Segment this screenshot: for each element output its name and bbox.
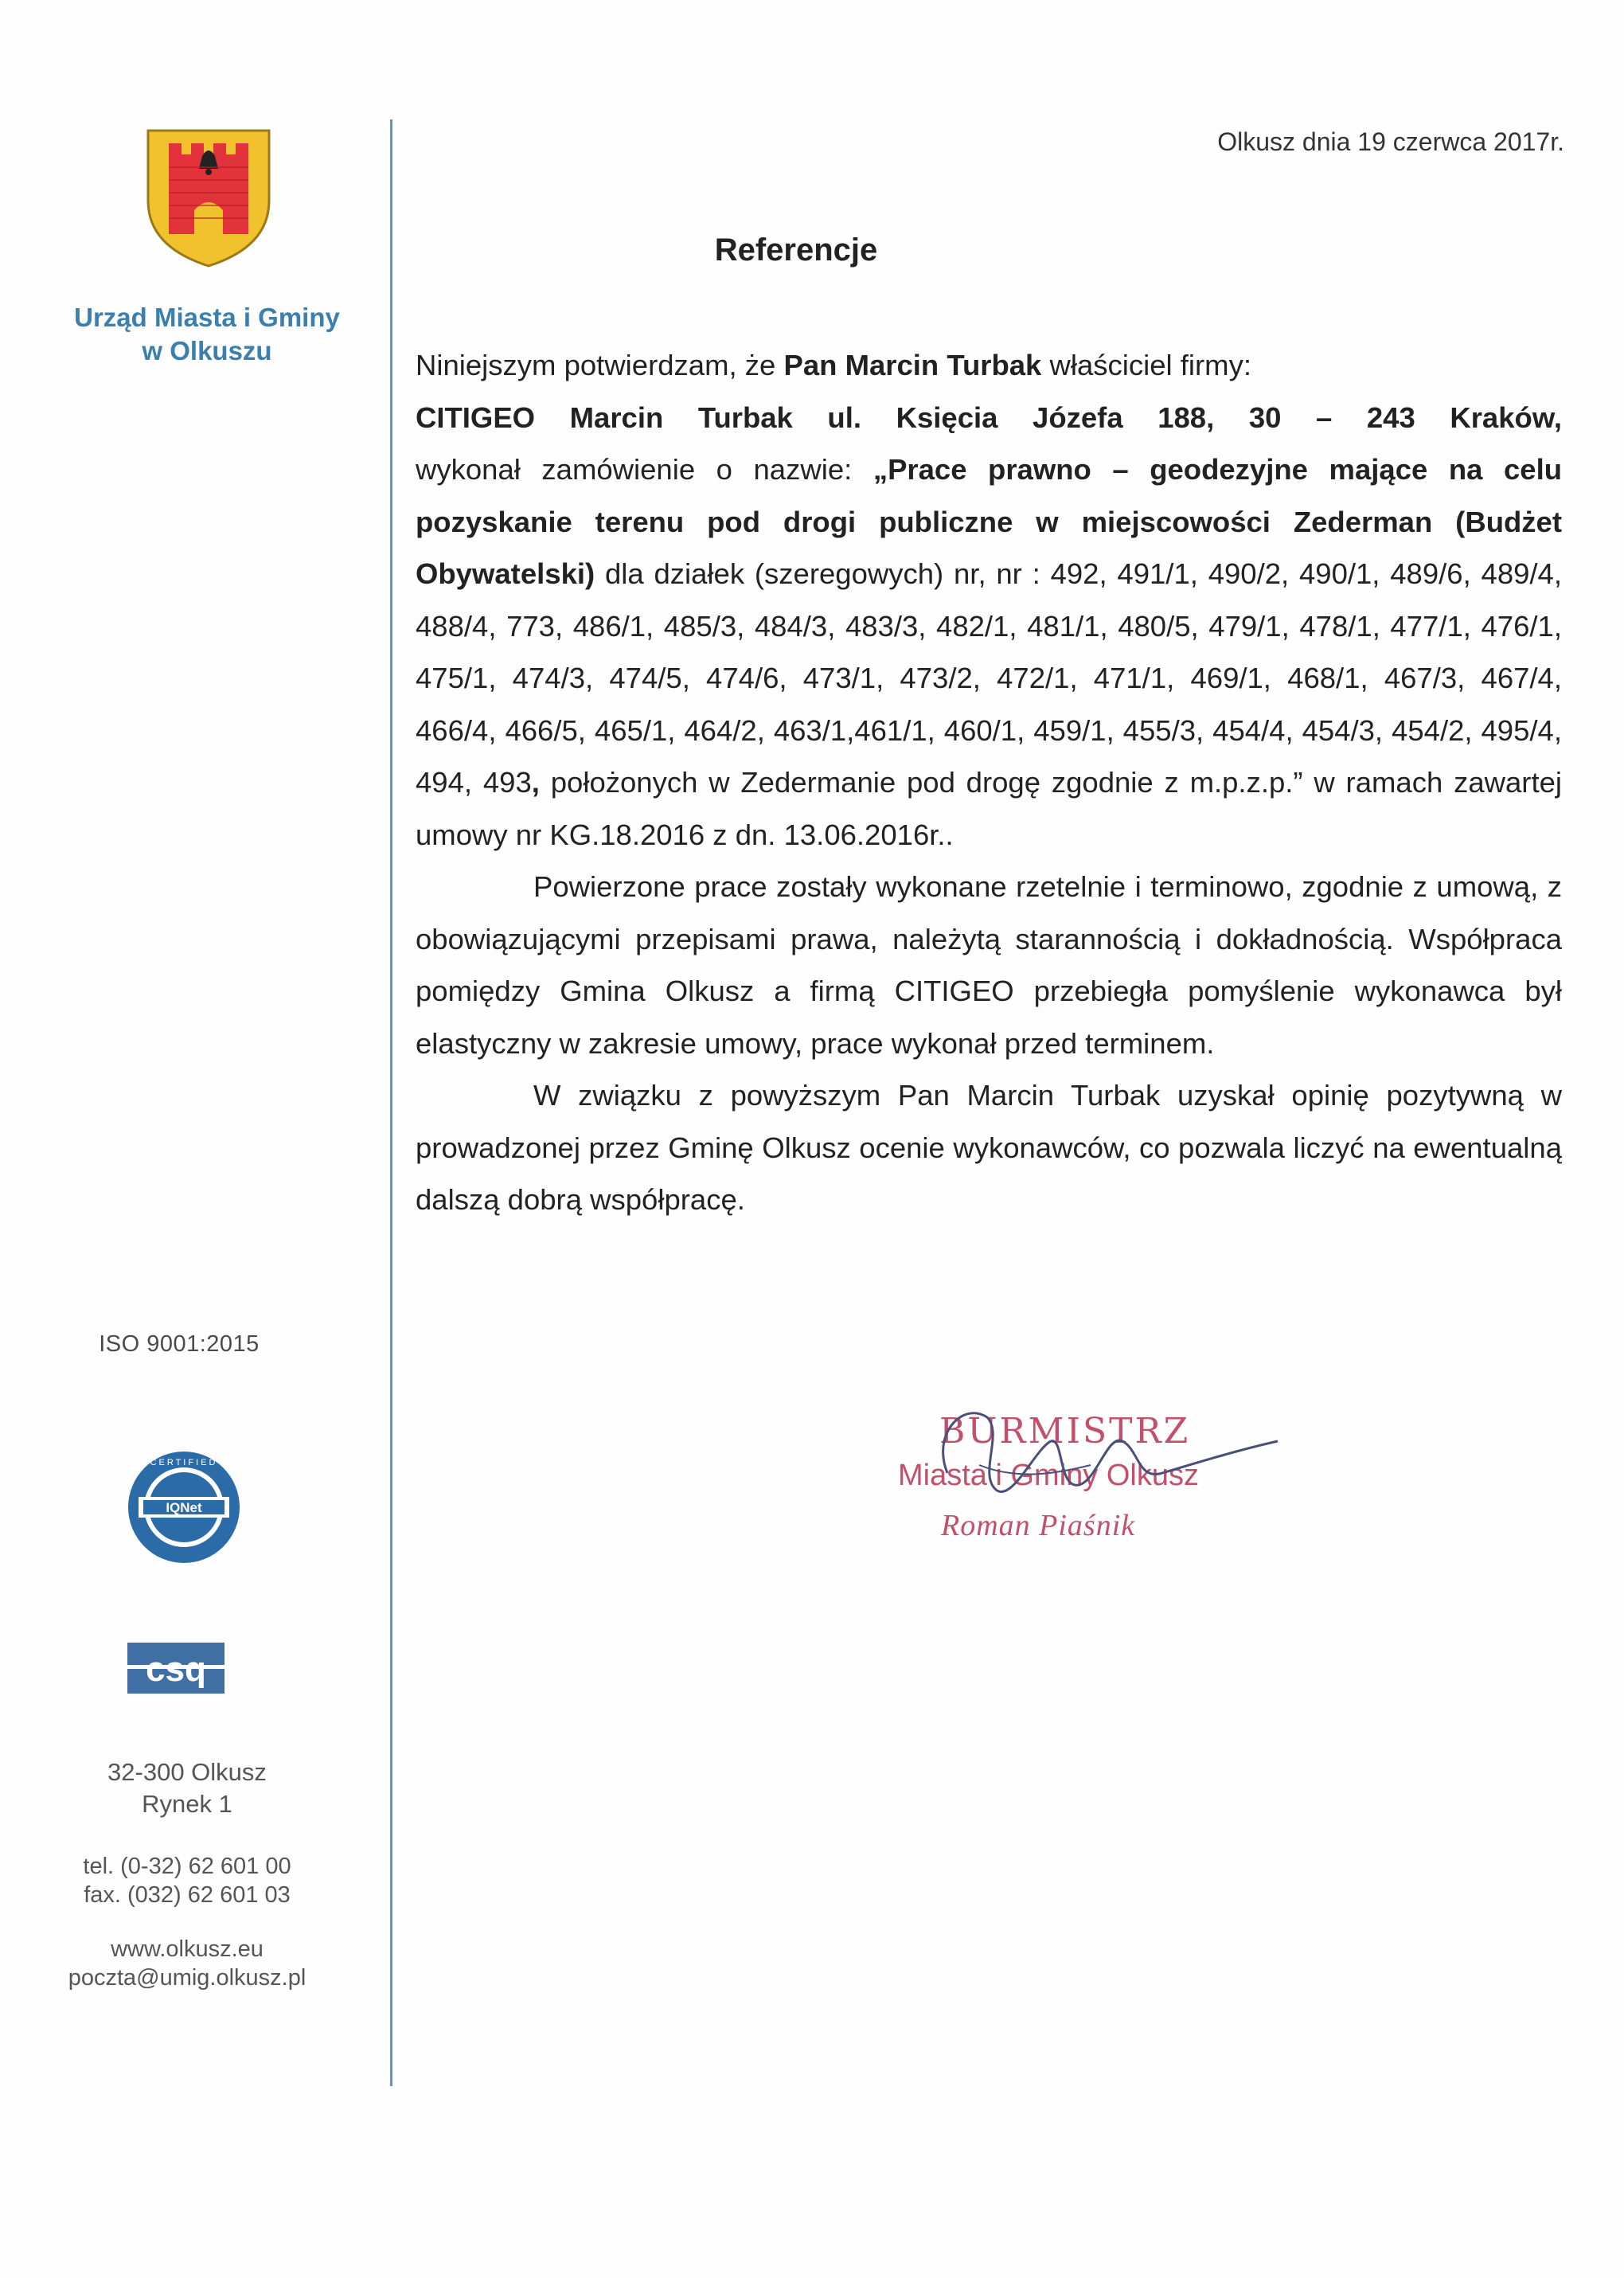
- letter-body: [416, 339, 1562, 1226]
- office-web: [32, 1935, 342, 1992]
- svg-text:CERTIFIED: CERTIFIED: [150, 1458, 218, 1467]
- sidebar-divider: [390, 119, 392, 2086]
- order-title: „Prace prawno – geodezyjne mające na celu pozyskanie terenu pod drogi publiczne w miejscowości Zederman (Budżet Obywatelski): [416, 453, 1563, 590]
- office-phones: [32, 1852, 342, 1909]
- opinion-paragraph: W związku z powyższym Pan Marcin Turbak uzyskał opinię pozytywną w prowadzonej przez Gminę Olkusz ocenie wykonawców, co pozwala liczyć na ewentualną dalszą dobrą współpracę.: [416, 1079, 1562, 1216]
- office-name-line1: Urząd Miasta i Gminy: [74, 303, 340, 332]
- svg-text:IQNet: IQNet: [166, 1500, 202, 1515]
- order-paragraph: wykonał zamówienie o nazwie: „Prace prawno – geodezyjne mające na celu pozyskanie terenu pod drogi publiczne w miejscowości Zederman (Budżet Obywatelski) dla działek (szeregowych) nr, nr : 492, 491/1, 490/2, 490/1, 489/6, 489/4, 488/4, 773, 486/1, 485/3, 484/3, 483/3, 482/1, 481/1, 480/5, 479/1, 478/1, 477/1, 476/1, 475/1, 474/3, 474/5, 474/6, 473/1, 473/2, 472/1, 471/1, 469/1, 468/1, 467/3, 467/4, 466/4, 466/5, 465/1, 464/2, 463/1,461/1, 460/1, 459/1, 455/3, 454/4, 454/3, 454/2, 495/4, 494, 493, położonych w Zedermanie pod drogę zgodnie z m.p.z.p.” w ramach zawartej umowy nr KG.18.2016 z dn. 13.06.2016r..: [416, 453, 1563, 851]
- company-address: CITIGEO Marcin Turbak ul. Księcia Józefa 188, 30 – 243 Kraków,: [416, 401, 1562, 434]
- iqnet-certified-badge-icon: [124, 1448, 244, 1567]
- address-postcode-city: 32-300 Olkusz: [107, 1758, 267, 1786]
- stamp-title: BURMISTRZ: [939, 1411, 1191, 1452]
- office-fax: fax. (032) 62 601 03: [84, 1882, 291, 1908]
- letter-title: Referencje: [714, 232, 878, 268]
- office-tel: tel. (0-32) 62 601 00: [83, 1854, 291, 1879]
- letterhead-sidebar: [0, 0, 390, 2278]
- office-website: www.olkusz.eu: [111, 1936, 264, 1962]
- address-street: Rynek 1: [142, 1790, 232, 1818]
- contractor-name: Pan Marcin Turbak: [783, 349, 1042, 381]
- letter-date: Olkusz dnia 19 czerwca 2017r.: [1217, 127, 1564, 156]
- intro-paragraph: Niniejszym potwierdzam, że Pan Marcin Turbak właściciel firmy:: [416, 349, 1251, 381]
- iso-certification-label: ISO 9001:2015: [99, 1331, 260, 1357]
- office-name: [32, 301, 382, 368]
- office-email: poczta@umig.olkusz.pl: [68, 1965, 306, 1991]
- quality-paragraph: Powierzone prace zostały wykonane rzetelnie i terminowo, zgodnie z umową, z obowiązującymi przepisami prawa, należytą starannością i dokładnością. Współpraca pomiędzy Gmina Olkusz a firmą CITIGEO przebiegła pomyślenie wykonawca był elastyczny w zakresie umowy, prace wykonał przed terminem.: [416, 870, 1562, 1060]
- office-name-line2: w Olkuszu: [142, 336, 272, 365]
- stamp-office: Miasta i Gminy Olkusz: [898, 1459, 1199, 1492]
- svg-text:csq: csq: [146, 1650, 206, 1689]
- csq-logo-icon: [127, 1643, 224, 1694]
- stamp-name: Roman Piaśnik: [941, 1509, 1136, 1542]
- olkusz-coat-of-arms-icon: [145, 127, 272, 269]
- office-address: [32, 1756, 342, 1820]
- handwritten-signature: [900, 1385, 1282, 1521]
